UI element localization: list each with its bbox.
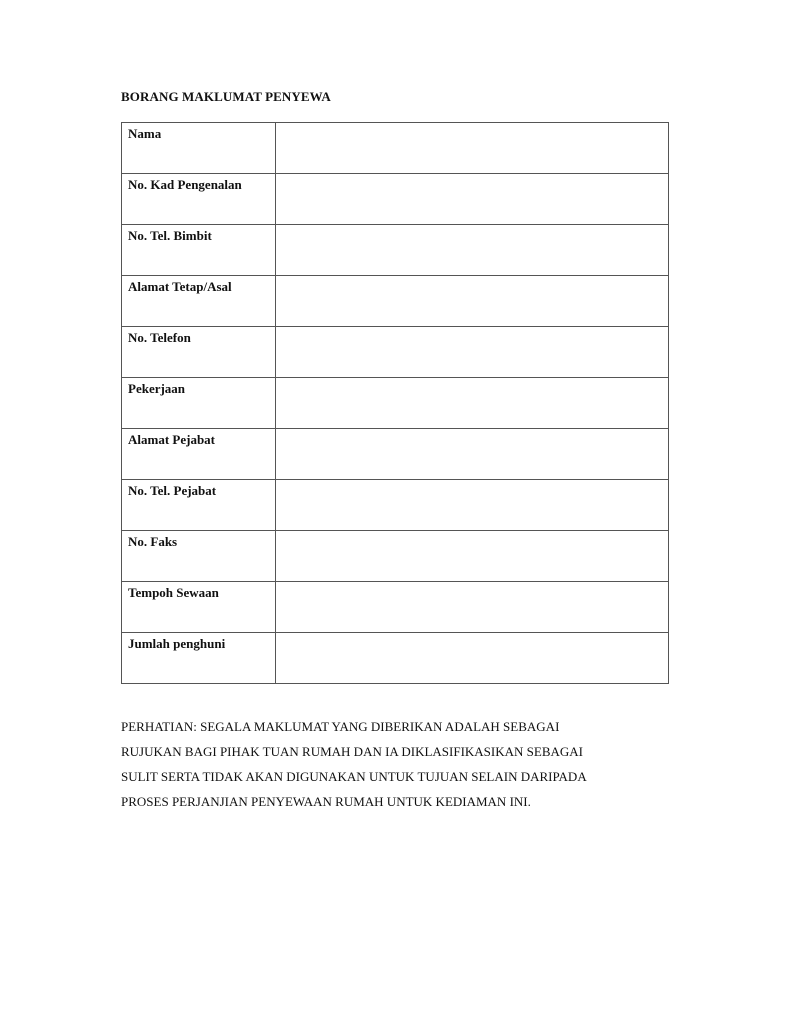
table-row (122, 429, 669, 480)
field-label-no-telefon: No. Telefon (122, 327, 276, 378)
field-label-jumlah-penghuni: Jumlah penghuni (122, 633, 276, 684)
notice-line: PERHATIAN: SEGALA MAKLUMAT YANG DIBERIKAN ADALAH SEBAGAI (121, 719, 560, 734)
field-value-no-telefon[interactable] (276, 327, 669, 378)
table-row (122, 378, 669, 429)
notice-paragraph (121, 714, 681, 814)
field-label-nama: Nama (122, 123, 276, 174)
field-value-no-tel-pejabat[interactable] (276, 480, 669, 531)
field-value-tempoh-sewaan[interactable] (276, 582, 669, 633)
field-label-no-tel-bimbit: No. Tel. Bimbit (122, 225, 276, 276)
field-value-jumlah-penghuni[interactable] (276, 633, 669, 684)
table-row (122, 531, 669, 582)
field-value-alamat-tetap-asal[interactable] (276, 276, 669, 327)
field-label-no-tel-pejabat: No. Tel. Pejabat (122, 480, 276, 531)
field-label-no-kad-pengenalan: No. Kad Pengenalan (122, 174, 276, 225)
notice-line: PROSES PERJANJIAN PENYEWAAN RUMAH UNTUK KEDIAMAN INI. (121, 794, 531, 809)
field-label-no-faks: No. Faks (122, 531, 276, 582)
table-row (122, 174, 669, 225)
field-value-no-kad-pengenalan[interactable] (276, 174, 669, 225)
field-label-alamat-pejabat: Alamat Pejabat (122, 429, 276, 480)
table-row (122, 123, 669, 174)
field-label-tempoh-sewaan: Tempoh Sewaan (122, 582, 276, 633)
field-value-nama[interactable] (276, 123, 669, 174)
table-row (122, 582, 669, 633)
field-value-alamat-pejabat[interactable] (276, 429, 669, 480)
notice-line: SULIT SERTA TIDAK AKAN DIGUNAKAN UNTUK TUJUAN SELAIN DARIPADA (121, 769, 587, 784)
table-row (122, 633, 669, 684)
table-row (122, 276, 669, 327)
tenant-info-table (121, 122, 669, 684)
field-label-pekerjaan: Pekerjaan (122, 378, 276, 429)
table-row (122, 327, 669, 378)
field-value-no-faks[interactable] (276, 531, 669, 582)
table-row (122, 480, 669, 531)
field-value-pekerjaan[interactable] (276, 378, 669, 429)
notice-line: RUJUKAN BAGI PIHAK TUAN RUMAH DAN IA DIKLASIFIKASIKAN SEBAGAI (121, 744, 583, 759)
field-value-no-tel-bimbit[interactable] (276, 225, 669, 276)
table-row (122, 225, 669, 276)
form-title: BORANG MAKLUMAT PENYEWA (121, 89, 331, 104)
field-label-alamat-tetap-asal: Alamat Tetap/Asal (122, 276, 276, 327)
